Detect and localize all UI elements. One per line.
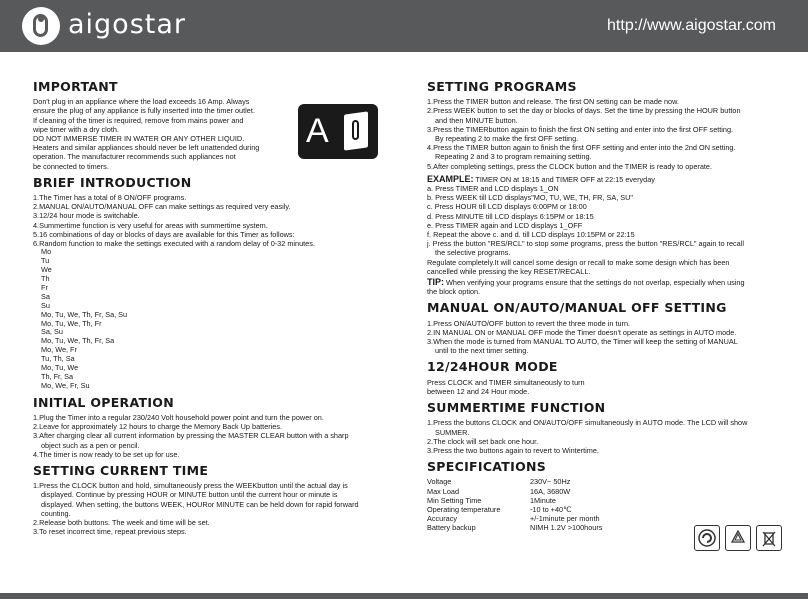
summertime-heading: SUMMERTIME FUNCTION [427,400,606,416]
text-line: 2.Press WEEK button to set the day or blocks of days. Set the time by pressing the HOUR button [427,106,741,116]
spec-value: 16A, 3680W [530,486,571,496]
spec-value: 1Minute [530,495,556,505]
list-item: Fr [41,282,48,292]
tip-text: When verifying your programs ensure that the settings do not overlap, especially when using [444,278,745,288]
text-line: c. Press HOUR till LCD displays 6:00PM or 18:00 [427,202,587,212]
text-line: 3.12/24 hour mode is switchable. [33,211,140,221]
footer-bar [0,593,808,599]
text-line: until to the next timer setting. [435,346,529,356]
text-line: and then MINUTE button. [435,115,518,125]
spec-label: Battery backup [427,523,476,533]
list-item: Mo, Tu, We, Th, Fr, Sa [41,336,115,346]
text-line: 2.IN MANUAL ON or MANUAL OFF mode the Timer doesn't operate as settings in AUTO mode. [427,327,737,337]
tip-line [427,278,789,287]
icon-letter: A [306,112,329,150]
brand-name: aigostar [68,9,187,40]
recycle-icon [725,525,751,551]
text-line: 1.Press ON/AUTO/OFF button to revert the three mode in turn. [427,318,631,328]
text-line: cancelled while pressing the key RESET/RECALL. [427,266,591,276]
programs-section [427,79,789,297]
spec-label: Operating temperature [427,504,501,514]
programs-heading: SETTING PROGRAMS [427,79,577,94]
text-line: 2.Release both buttons. The week and time will be set. [33,517,210,527]
text-line: 1.The Timer has a total of 8 ON/OFF programs. [33,193,187,203]
text-line: 2.Leave for approximately 12 hours to charge the Memory Back Up batteries. [33,422,283,432]
text-line: 3.To reset incorrect time, repeat previous steps. [33,527,187,537]
list-item: Tu [41,256,50,266]
current-time-heading: SETTING CURRENT TIME [33,462,209,478]
ce-recycle-icon [694,525,720,551]
hour-mode-heading: 12/24HOUR MODE [427,359,558,375]
text-line: a. Press TIMER and LCD displays 1_ON [427,184,559,194]
text-line: 5.After completing settings, press the CLOCK button and the TIMER is ready to operate. [427,161,712,171]
list-item: Tu, Th, Sa [41,354,75,364]
text-line: be connected to timers. [33,161,109,171]
spec-row [427,514,789,523]
example-line [427,175,789,184]
text-line: the block option. [427,287,481,297]
text-line: 1.Press the CLOCK button and hold, simultaneously press the WEEKbutton until the actual day is [33,481,348,491]
important-heading: IMPORTANT [33,79,118,94]
list-item: Mo [41,247,52,257]
text-line: 1.Plug the Timer into a regular 230/240 Volt household power point and turn the power on. [33,412,324,422]
text-line: f. Repeat the above c. and d. till LCD displays 10:15PM or 22:15 [427,230,635,240]
initial-section [33,394,388,459]
brief-heading: BRIEF INTRODUCTION [33,174,192,190]
hour-mode-section [427,359,789,396]
text-line: 6.Random function to make the settings executed with a random delay of 0-32 minutes. [33,239,315,249]
summertime-section [427,400,789,455]
spec-label: Min Setting Time [427,495,482,505]
manual-heading: MANUAL ON/AUTO/MANUAL OFF SETTING [427,300,727,316]
initial-heading: INITIAL OPERATION [33,394,174,410]
list-item: Sa, Su [41,327,63,337]
text-line: 2.The clock will set back one hour. [427,436,539,446]
read-manual-icon [298,104,378,159]
spec-row [427,487,789,496]
specs-section [427,459,789,533]
current-time-section [33,462,388,537]
list-item: Su [41,300,50,310]
list-item: We [41,265,52,275]
text-line: e. Press TIMER again and LCD displays 1_OFF [427,220,583,230]
list-item: Th, Fr, Sa [41,371,74,381]
text-line: object such as a pen or pencil. [41,440,140,450]
text-line: Regulate completely.It will cancel some design or recall to make some design which has been [427,257,730,267]
spec-row [427,496,789,505]
text-line: 4.The timer is now ready to be set up for use. [33,449,180,459]
text-line: 1.Press the buttons CLOCK and ON/AUTO/OFF simultaneously in AUTO mode. The LCD will show [427,418,748,428]
text-line: ensure the plug of any appliance is fully inserted into the timer outlet. [33,106,255,116]
example-label: EXAMPLE: [427,173,474,184]
text-line: Heaters and similar appliances should never be left unattended during [33,143,260,153]
list-item: Mo, We, Fr [41,345,77,355]
spec-label: Accuracy [427,514,458,524]
text-line: operation. The manufacturer recommends such appliances not [33,152,236,162]
text-line: b. Press WEEK till LCD displays"MO, TU, WE, TH, FR, SA, SU" [427,193,634,203]
text-line: If cleaning of the timer is required, remove from mains power and [33,115,244,125]
spec-value: -10 to +40℃ [530,504,572,514]
manual-section [427,300,789,356]
text-line: between 12 and 24 Hour mode. [427,386,530,396]
website-url[interactable]: http://www.aigostar.com [607,17,776,34]
list-item: Sa [41,291,50,301]
text-line: 5.16 combinations of day or blocks of days are available for this Timer as follows: [33,229,295,239]
spec-label: Voltage [427,477,452,487]
day-combination-list [33,248,388,391]
aigostar-logo-icon [22,7,60,45]
right-column [427,79,789,540]
header-bar [0,0,808,52]
specs-heading: SPECIFICATIONS [427,459,547,475]
list-item: Mo, We, Fr, Su [41,380,90,390]
text-line: Don't plug in an appliance where the load exceeds 16 Amp. Always [33,97,250,107]
text-line: Press CLOCK and TIMER simultaneously to turn [427,377,585,387]
text-line: wipe timer with a dry cloth. [33,124,119,134]
list-item: Mo, Tu, We, Th, Fr, Sa, Su [41,309,128,319]
text-line: d. Press MINUTE till LCD displays 6:15PM or 18:15 [427,211,594,221]
text-line: the selective programs. [435,248,511,258]
text-line: 1.Press the TIMER button and release. The first ON setting can be made now. [427,97,680,107]
spec-value: 230V~ 50Hz [530,477,571,487]
spec-row [427,477,789,486]
text-line: SUMMER. [435,427,470,437]
text-line: 4.Summertime function is very useful for areas with summertime system. [33,220,268,230]
list-item: Mo, Tu, We, Th, Fr [41,318,102,328]
text-line: 3.Press the two buttons again to revert to Wintertime. [427,445,599,455]
example-text: TIMER ON at 18:15 and TIMER OFF at 22:15 everyday [473,174,655,184]
list-item: Th [41,273,50,283]
text-line: j. Press the button "RES/RCL" to stop some programs, press the button "RES/RCL" again to recall [427,239,744,249]
text-line: 3.When the mode is turned from MANUAL TO AUTO, the Timer will keep the setting of MANUAL [427,337,738,347]
text-line: displayed. Continue by pressing HOUR or MINUTE button until the current hour or minute is [41,490,338,500]
text-line: displayed. When setting, the buttons WEEK, HOURor MINUTE can be held down for rapid forward [41,499,359,509]
text-line: 4.Press the TIMER button again to finish the first OFF setting and enter into the 2nd ON setting. [427,143,736,153]
text-line: 3.Press the TIMERbutton again to finish the first ON setting and enter into the first OFF setting. [427,124,734,134]
spec-value: +/-1minute per month [530,514,600,524]
spec-row [427,505,789,514]
text-line: DO NOT IMMERSE TIMER IN WATER OR ANY OTHER LIQUID. [33,134,245,144]
text-line: 3.After charging clear all current information by pressing the MASTER CLEAR button with a sharp [33,431,349,441]
spec-label: Max Load [427,486,460,496]
weee-bin-icon [756,525,782,551]
tip-label: TIP: [427,277,444,288]
text-line: By repeating 2 to make the first OFF setting. [435,134,579,144]
text-line: 2.MANUAL ON/AUTO/MANUAL OFF can make settings as required very easily. [33,202,291,212]
text-line: Repeating 2 and 3 to program remaining setting. [435,152,592,162]
list-item: Mo, Tu, We [41,363,79,373]
spec-value: NIMH 1.2V >100hours [530,523,603,533]
brief-section [33,174,388,391]
text-line: counting. [41,508,71,518]
